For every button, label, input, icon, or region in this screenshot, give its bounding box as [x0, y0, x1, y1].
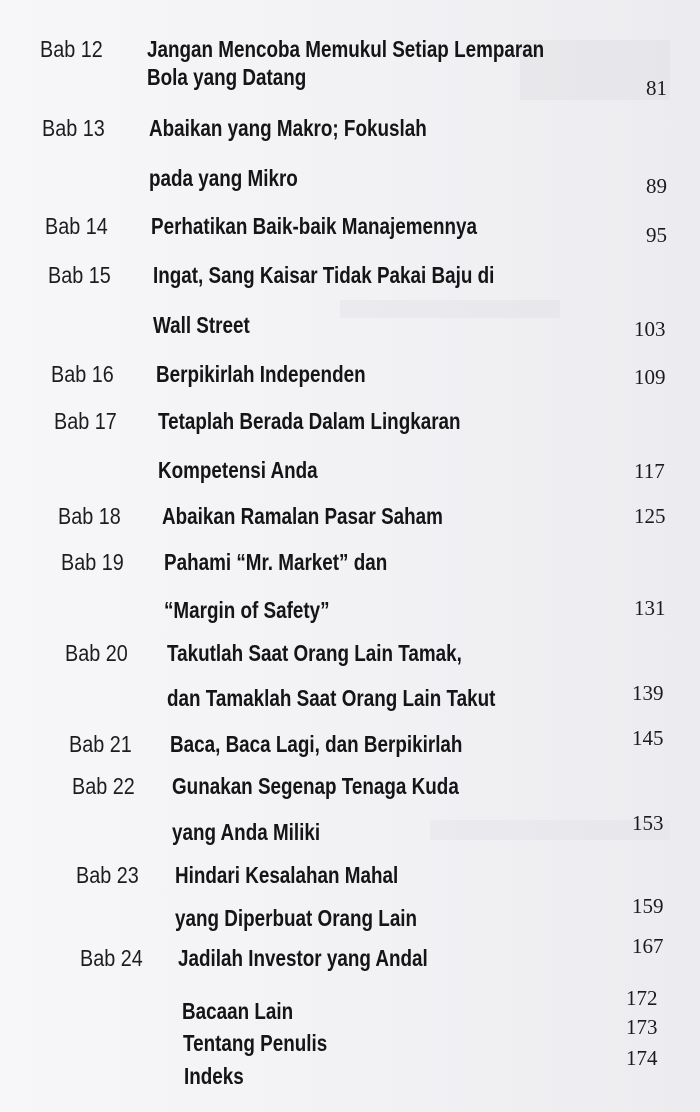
- chapter-title-line: Bola yang Datang: [147, 64, 307, 90]
- chapter-number: Bab 18: [58, 503, 121, 529]
- chapter-title-line: Indeks: [184, 1063, 244, 1089]
- page-number: 131: [634, 596, 666, 620]
- page-number: 117: [634, 459, 665, 483]
- chapter-number: Bab 23: [76, 862, 139, 888]
- chapter-number: Bab 15: [48, 262, 111, 288]
- chapter-title-line: “Margin of Safety”: [164, 597, 330, 623]
- chapter-title-line: Jadilah Investor yang Andal: [178, 945, 428, 971]
- chapter-number: Bab 22: [72, 773, 135, 799]
- chapter-title-line: Abaikan yang Makro; Fokuslah: [149, 115, 427, 141]
- chapter-number: Bab 14: [45, 213, 108, 239]
- chapter-number: Bab 19: [61, 549, 124, 575]
- page-number: 139: [632, 681, 664, 705]
- page-number: 81: [646, 76, 667, 100]
- page-number: 103: [634, 317, 666, 341]
- page-number: 125: [634, 504, 666, 528]
- chapter-title-line: Abaikan Ramalan Pasar Saham: [162, 503, 443, 529]
- chapter-title-line: Berpikirlah Independen: [156, 361, 366, 387]
- page-number: 89: [646, 174, 667, 198]
- page-number: 109: [634, 365, 666, 389]
- chapter-title-line: Tentang Penulis: [183, 1030, 328, 1056]
- page-number: 173: [626, 1015, 658, 1039]
- page-number: 95: [646, 223, 667, 247]
- chapter-title-line: pada yang Mikro: [149, 165, 298, 191]
- chapter-number: Bab 24: [80, 945, 143, 971]
- chapter-number: Bab 12: [40, 36, 103, 62]
- page-number: 172: [626, 986, 658, 1010]
- page-number: 167: [632, 934, 664, 958]
- page-number: 159: [632, 894, 664, 918]
- chapter-title-line: Gunakan Segenap Tenaga Kuda: [172, 773, 459, 799]
- chapter-title-line: Baca, Baca Lagi, dan Berpikirlah: [170, 731, 463, 757]
- chapter-title-line: Jangan Mencoba Memukul Setiap Lemparan: [147, 36, 545, 62]
- chapter-title-line: Wall Street: [153, 312, 250, 338]
- chapter-title-line: dan Tamaklah Saat Orang Lain Takut: [167, 685, 496, 711]
- chapter-title-line: Bacaan Lain: [182, 998, 294, 1024]
- bleed-through-shade: [340, 300, 560, 318]
- chapter-title-line: Perhatikan Baik-baik Manajemennya: [151, 213, 478, 239]
- chapter-number: Bab 21: [69, 731, 132, 757]
- chapter-title-line: yang Diperbuat Orang Lain: [175, 905, 418, 931]
- chapter-number: Bab 13: [42, 115, 105, 141]
- chapter-title-line: Ingat, Sang Kaisar Tidak Pakai Baju di: [153, 262, 495, 288]
- chapter-title-line: Tetaplah Berada Dalam Lingkaran: [158, 408, 461, 434]
- chapter-title-line: Kompetensi Anda: [158, 457, 318, 483]
- chapter-title-line: Hindari Kesalahan Mahal: [175, 862, 399, 888]
- page-number: 153: [632, 811, 664, 835]
- page-number: 145: [632, 726, 664, 750]
- chapter-number: Bab 20: [65, 640, 128, 666]
- chapter-number: Bab 16: [51, 361, 114, 387]
- chapter-title-line: Takutlah Saat Orang Lain Tamak,: [167, 640, 462, 666]
- chapter-title-line: yang Anda Miliki: [172, 819, 321, 845]
- chapter-title-line: Pahami “Mr. Market” dan: [164, 549, 388, 575]
- chapter-number: Bab 17: [54, 408, 117, 434]
- page-number: 174: [626, 1046, 658, 1070]
